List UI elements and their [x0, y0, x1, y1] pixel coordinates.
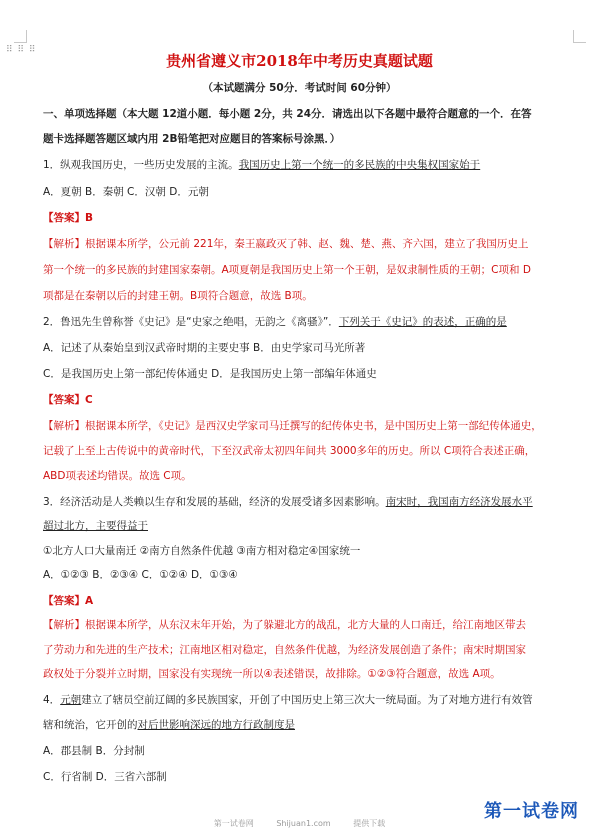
q2-options-ab: A．记述了从秦始皇到汉武帝时期的主要史事 B．由史学家司马光所著	[43, 342, 366, 354]
corner-mark-right	[573, 30, 586, 43]
section-heading-line1: 一、单项选择题（本大题 12道小题．每小题 2分，共 24分．请选出以下各题中最符合题意的一个．在答	[43, 108, 532, 120]
q2-explanation-2: 记载了上至上古传说中的黄帝时代，下至汉武帝太初四年间共 3000多年的历史。所以 C项符合表述正确，	[43, 445, 536, 457]
q1-stem-part2: 我国历史上第一个统一的多民族的中央集权国家始于	[238, 159, 481, 171]
q3-options: A．①②③ B．②③④ C．①②④ D．①③④	[43, 569, 238, 581]
footer-site-url: Shijuan1.com	[276, 819, 331, 828]
q1-options: A．夏朝 B．秦朝 C．汉朝 D．元朝	[43, 186, 209, 198]
q3-stem-part2: 南宋时，我国南方经济发展水平	[385, 496, 533, 508]
q4-stem-line2	[43, 717, 295, 732]
q2-options-cd: C．是我国历史上第一部纪传体通史 D．是我国历史上第一部编年体通史	[43, 368, 377, 380]
page-title: 贵州省遵义市2018年中考历史真题试题	[166, 52, 433, 70]
q4-stem-rest: 建立了辖员空前辽阔的多民族国家，开创了中国历史上第三次大一统局面。为了对地方进行有效管	[81, 694, 533, 706]
q2-answer: 【答案】C	[43, 394, 93, 406]
q2-stem	[43, 314, 507, 329]
section-heading-line2: 题卡选择题答题区域内用 2B铅笔把对应题目的答案标号涂黑．）	[43, 133, 341, 145]
q1-explanation-2: 第一个统一的多民族的封建国家秦朝。A项夏朝是我国历史上第一个王朝，是奴隶制性质的王朝；C项和 D	[43, 264, 531, 276]
q1-explanation-1: 【解析】根据课本所学，公元前 221年，秦王嬴政灭了韩、赵、魏、楚、燕、齐六国，建立了我国历史上	[43, 238, 529, 250]
q3-explanation-3: 政权处于分裂并立时期，国家没有实现统一所以④表述错误，故排除。①②③符合题意，故选 A项。	[43, 668, 501, 680]
q4-stem-yuan: 元朝	[60, 694, 82, 706]
q4-stem-line2-part2: 对后世影响深远的地方行政制度是	[137, 719, 295, 731]
footer-download-note: 提供下载	[353, 819, 386, 828]
margin-dots: ⠿ ⠿ ⠿	[6, 45, 37, 55]
q2-stem-part1: 2．鲁迅先生曾称誉《史记》是“史家之绝唱，无韵之《离骚》”．	[43, 316, 339, 328]
q4-stem	[43, 692, 533, 707]
q1-stem-part1: 1．纵观我国历史，一些历史发展的主流。	[43, 159, 239, 171]
footer-site-name: 第一试卷网	[213, 819, 254, 828]
page-footer	[0, 818, 599, 829]
q3-stem-part1: 3．经济活动是人类赖以生存和发展的基础，经济的发展受诸多因素影响。	[43, 496, 386, 508]
q4-options-cd: C．行省制 D．三省六部制	[43, 771, 167, 783]
q2-explanation-1: 【解析】根据课本所学，《史记》是西汉史学家司马迁撰写的纪传体史书，是中国历史上第一部纪传体通史，	[43, 420, 542, 432]
q3-items: ①北方人口大量南迁 ②南方自然条件优越 ③南方相对稳定④国家统一	[43, 545, 361, 557]
q2-stem-part2: 下列关于《史记》的表述，正确的是	[338, 316, 507, 328]
q1-explanation-3: 项都是在秦朝以后的封建王朝。B项符合题意，故选 B项。	[43, 290, 313, 302]
q1-stem	[43, 157, 480, 172]
q4-stem-number: 4．	[43, 694, 61, 706]
q3-answer: 【答案】A	[43, 595, 94, 607]
q3-explanation-1: 【解析】根据课本所学，从东汉末年开始，为了躲避北方的战乱，北方大量的人口南迁，给江南地区带去	[43, 619, 526, 631]
q1-answer: 【答案】B	[43, 212, 94, 224]
q3-stem	[43, 494, 533, 509]
q2-explanation-3: ABD项表述均错误。故选 C项。	[43, 470, 192, 482]
page-subtitle: （本试题满分 50分．考试时间 60分钟）	[202, 82, 397, 94]
corner-mark-left	[14, 30, 27, 43]
q3-explanation-2: 了劳动力和先进的生产技术；江南地区相对稳定，自然条件优越，为经济发展创造了条件；南宋时期国家	[43, 644, 526, 656]
q4-options-ab: A．郡县制 B．分封制	[43, 745, 145, 757]
q4-stem-line2-part1: 辖和统治，它开创的	[43, 719, 138, 731]
site-logo-text: 第一试卷网	[484, 801, 579, 822]
q3-stem-line2: 超过北方，主要得益于	[43, 520, 148, 532]
